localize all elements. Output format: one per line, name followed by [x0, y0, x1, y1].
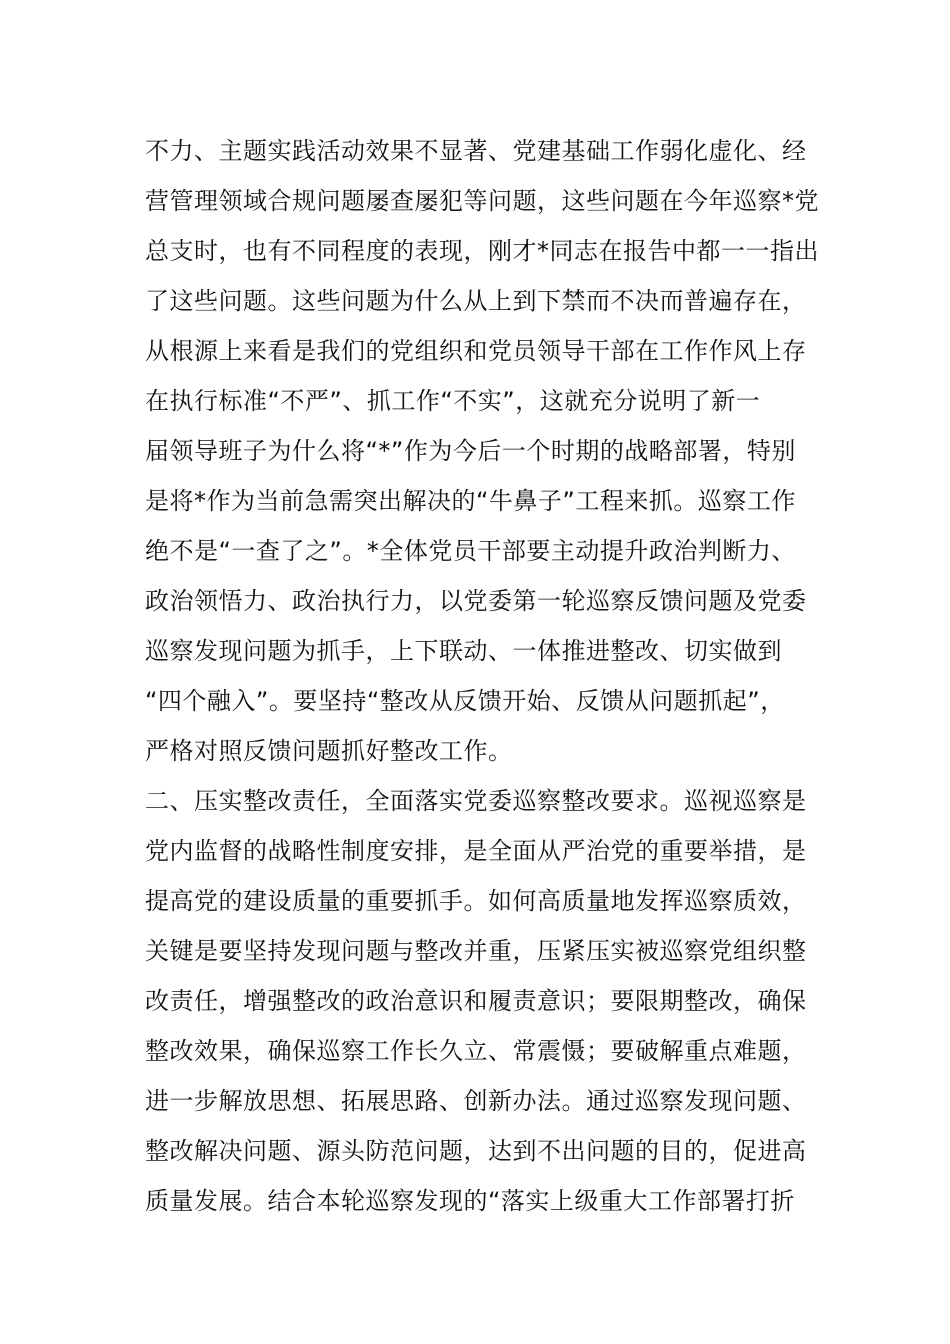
text-line: 从根源上来看是我们的党组织和党员领导干部在工作作风上存 — [145, 337, 807, 365]
text-line: 不力、主题实践活动效果不显著、党建基础工作弱化虚化、经 — [145, 137, 807, 165]
text-line: 营管理领域合规问题屡查屡犯等问题，这些问题在今年巡察*党 — [145, 187, 819, 215]
text-line: 整改解决问题、源头防范问题，达到不出问题的目的，促进高 — [145, 1137, 807, 1165]
text-line: 总支时，也有不同程度的表现，刚才*同志在报告中都一一指出 — [145, 237, 819, 265]
text-line: 提高党的建设质量的重要抓手。如何高质量地发挥巡察质效， — [145, 887, 807, 915]
text-line: 党内监督的战略性制度安排，是全面从严治党的重要举措，是 — [145, 837, 807, 865]
text-line: 关键是要坚持发现问题与整改并重，压紧压实被巡察党组织整 — [145, 937, 807, 965]
text-line: 巡察发现问题为抓手，上下联动、一体推进整改、切实做到 — [145, 637, 782, 665]
text-line: 是将*作为当前急需突出解决的“牛鼻子”工程来抓。巡察工作 — [145, 487, 796, 515]
text-line: 政治领悟力、政治执行力，以党委第一轮巡察反馈问题及党委 — [145, 587, 807, 615]
text-line: 质量发展。结合本轮巡察发现的“落实上级重大工作部署打折 — [145, 1187, 795, 1215]
section-heading-line: 二、压实整改责任，全面落实党委巡察整改要求。巡视巡察是 — [145, 787, 807, 815]
text-line: 绝不是“一查了之”。*全体党员干部要主动提升政治判断力、 — [145, 537, 796, 565]
text-line: 改责任，增强整改的政治意识和履责意识；要限期整改，确保 — [145, 987, 807, 1015]
text-line: 进一步解放思想、拓展思路、创新办法。通过巡察发现问题、 — [145, 1087, 807, 1115]
text-line: 严格对照反馈问题抓好整改工作。 — [145, 737, 513, 765]
text-line: 了这些问题。这些问题为什么从上到下禁而不决而普遍存在， — [145, 287, 807, 315]
text-line: 届领导班子为什么将“*”作为今后一个时期的战略部署，特别 — [145, 437, 796, 465]
text-line: 在执行标准“不严”、抓工作“不实”，这就充分说明了新一 — [145, 387, 761, 415]
text-line: “四个融入”。要坚持“整改从反馈开始、反馈从问题抓起”， — [145, 687, 785, 715]
body-text — [145, 126, 825, 1226]
text-line: 整改效果，确保巡察工作长久立、常震慑；要破解重点难题， — [145, 1037, 807, 1065]
